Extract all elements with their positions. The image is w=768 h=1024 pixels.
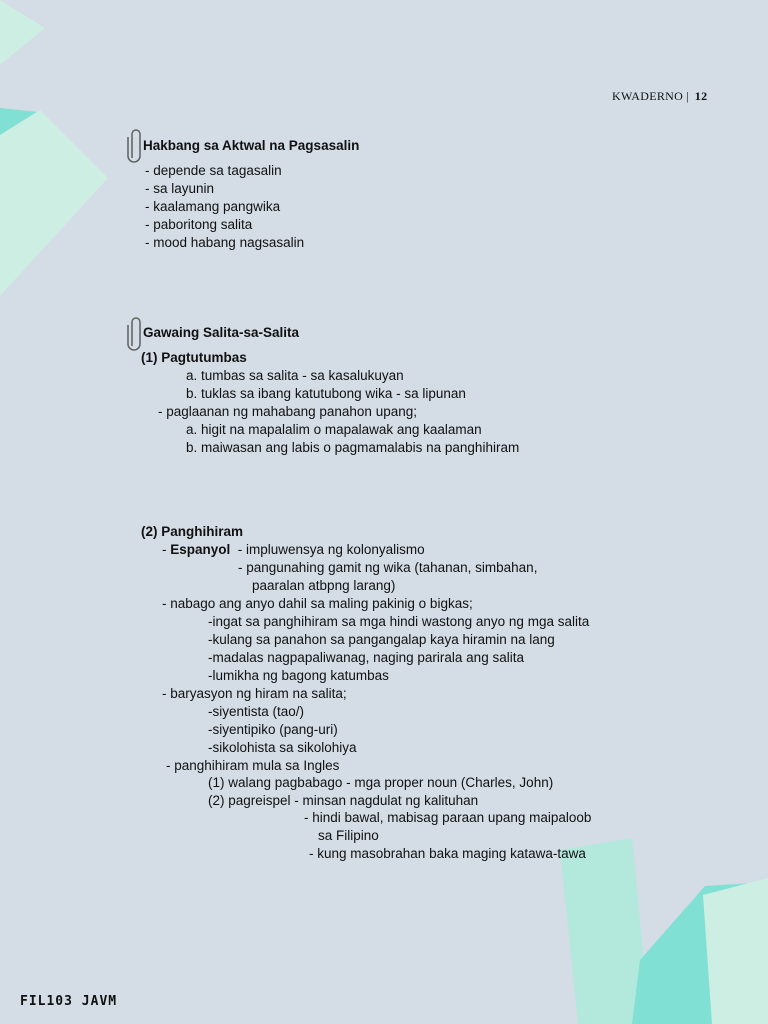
section2-heading: Gawaing Salita-sa-Salita (143, 325, 300, 340)
left-mint-shape (0, 110, 108, 296)
baryasyon-item: -siyentista (tao/) (208, 704, 305, 719)
pagtutumbas-title: (1) Pagtutumbas (141, 350, 247, 365)
espanyol-dash: - (162, 542, 171, 557)
ingles-item: (2) pagreispel - minsan nagdulat ng kalituhan (208, 793, 479, 808)
page-number: 12 (694, 89, 708, 103)
baryasyon-item: -sikolohista sa sikolohiya (208, 740, 357, 755)
top-left-mint-shape (0, 0, 45, 65)
section1-heading: Hakbang sa Aktwal na Pagsasalin (143, 138, 360, 153)
espanyol-text-line: - pangunahing gamit ng wika (tahanan, simbahan, (238, 560, 538, 575)
pagtutumbas-note-item: a. higit na mapalalim o mapalawak ang kaalaman (186, 422, 482, 437)
section1-item: - mood habang nagsasalin (145, 235, 305, 250)
nabago-line: - nabago ang anyo dahil sa maling pakinig o bigkas; (162, 596, 473, 611)
espanyol-label: Espanyol (170, 542, 231, 557)
espanyol-text-line: paaralan atbpng larang) (252, 578, 396, 593)
section1-item: - depende sa tagasalin (145, 163, 282, 178)
pagtutumbas-item: b. tuklas sa ibang katutubong wika - sa lipunan (186, 386, 466, 401)
espanyol-text: - impluwensya ng kolonyalismo (230, 542, 425, 557)
nabago-item: -kulang sa panahon sa pangangalap kaya hiramin na lang (208, 632, 555, 647)
ingles-subitem: - hindi bawal, mabisag paraan upang maipaloob (304, 810, 592, 825)
nabago-item: -lumikha ng bagong katumbas (208, 668, 389, 683)
footer-course-code: FIL103 JAVM (20, 994, 118, 1009)
page-header (612, 89, 707, 104)
header-separator: | (686, 89, 689, 103)
section1-item: - kaalamang pangwika (145, 199, 281, 214)
baryasyon-line: - baryasyon ng hiram na salita; (162, 686, 347, 701)
ingles-item: (1) walang pagbabago - mga proper noun (Charles, John) (208, 775, 554, 790)
ingles-subitem: sa Filipino (318, 828, 379, 843)
ingles-subitem: - kung masobrahan baka maging katawa-tawa (309, 846, 586, 861)
espanyol-line (162, 541, 425, 559)
ingles-line: - panghihiram mula sa Ingles (166, 758, 340, 773)
bottom-right-mint-shape (703, 878, 768, 1024)
nabago-item: -ingat sa panghihiram sa mga hindi wastong anyo ng mga salita (208, 614, 590, 629)
pagtutumbas-item: a. tumbas sa salita - sa kasalukuyan (186, 368, 404, 383)
header-title: KWADERNO (612, 89, 684, 103)
nabago-item: -madalas nagpapaliwanag, naging parirala ang salita (208, 650, 524, 665)
panghihiram-title: (2) Panghihiram (141, 524, 244, 539)
section1-item: - sa layunin (145, 181, 215, 196)
pagtutumbas-note-item: b. maiwasan ang labis o pagmamalabis na panghihiram (186, 440, 520, 455)
section1-item: - paboritong salita (145, 217, 253, 232)
baryasyon-item: -siyentipiko (pang-uri) (208, 722, 338, 737)
pagtutumbas-note: - paglaanan ng mahabang panahon upang; (158, 404, 417, 419)
